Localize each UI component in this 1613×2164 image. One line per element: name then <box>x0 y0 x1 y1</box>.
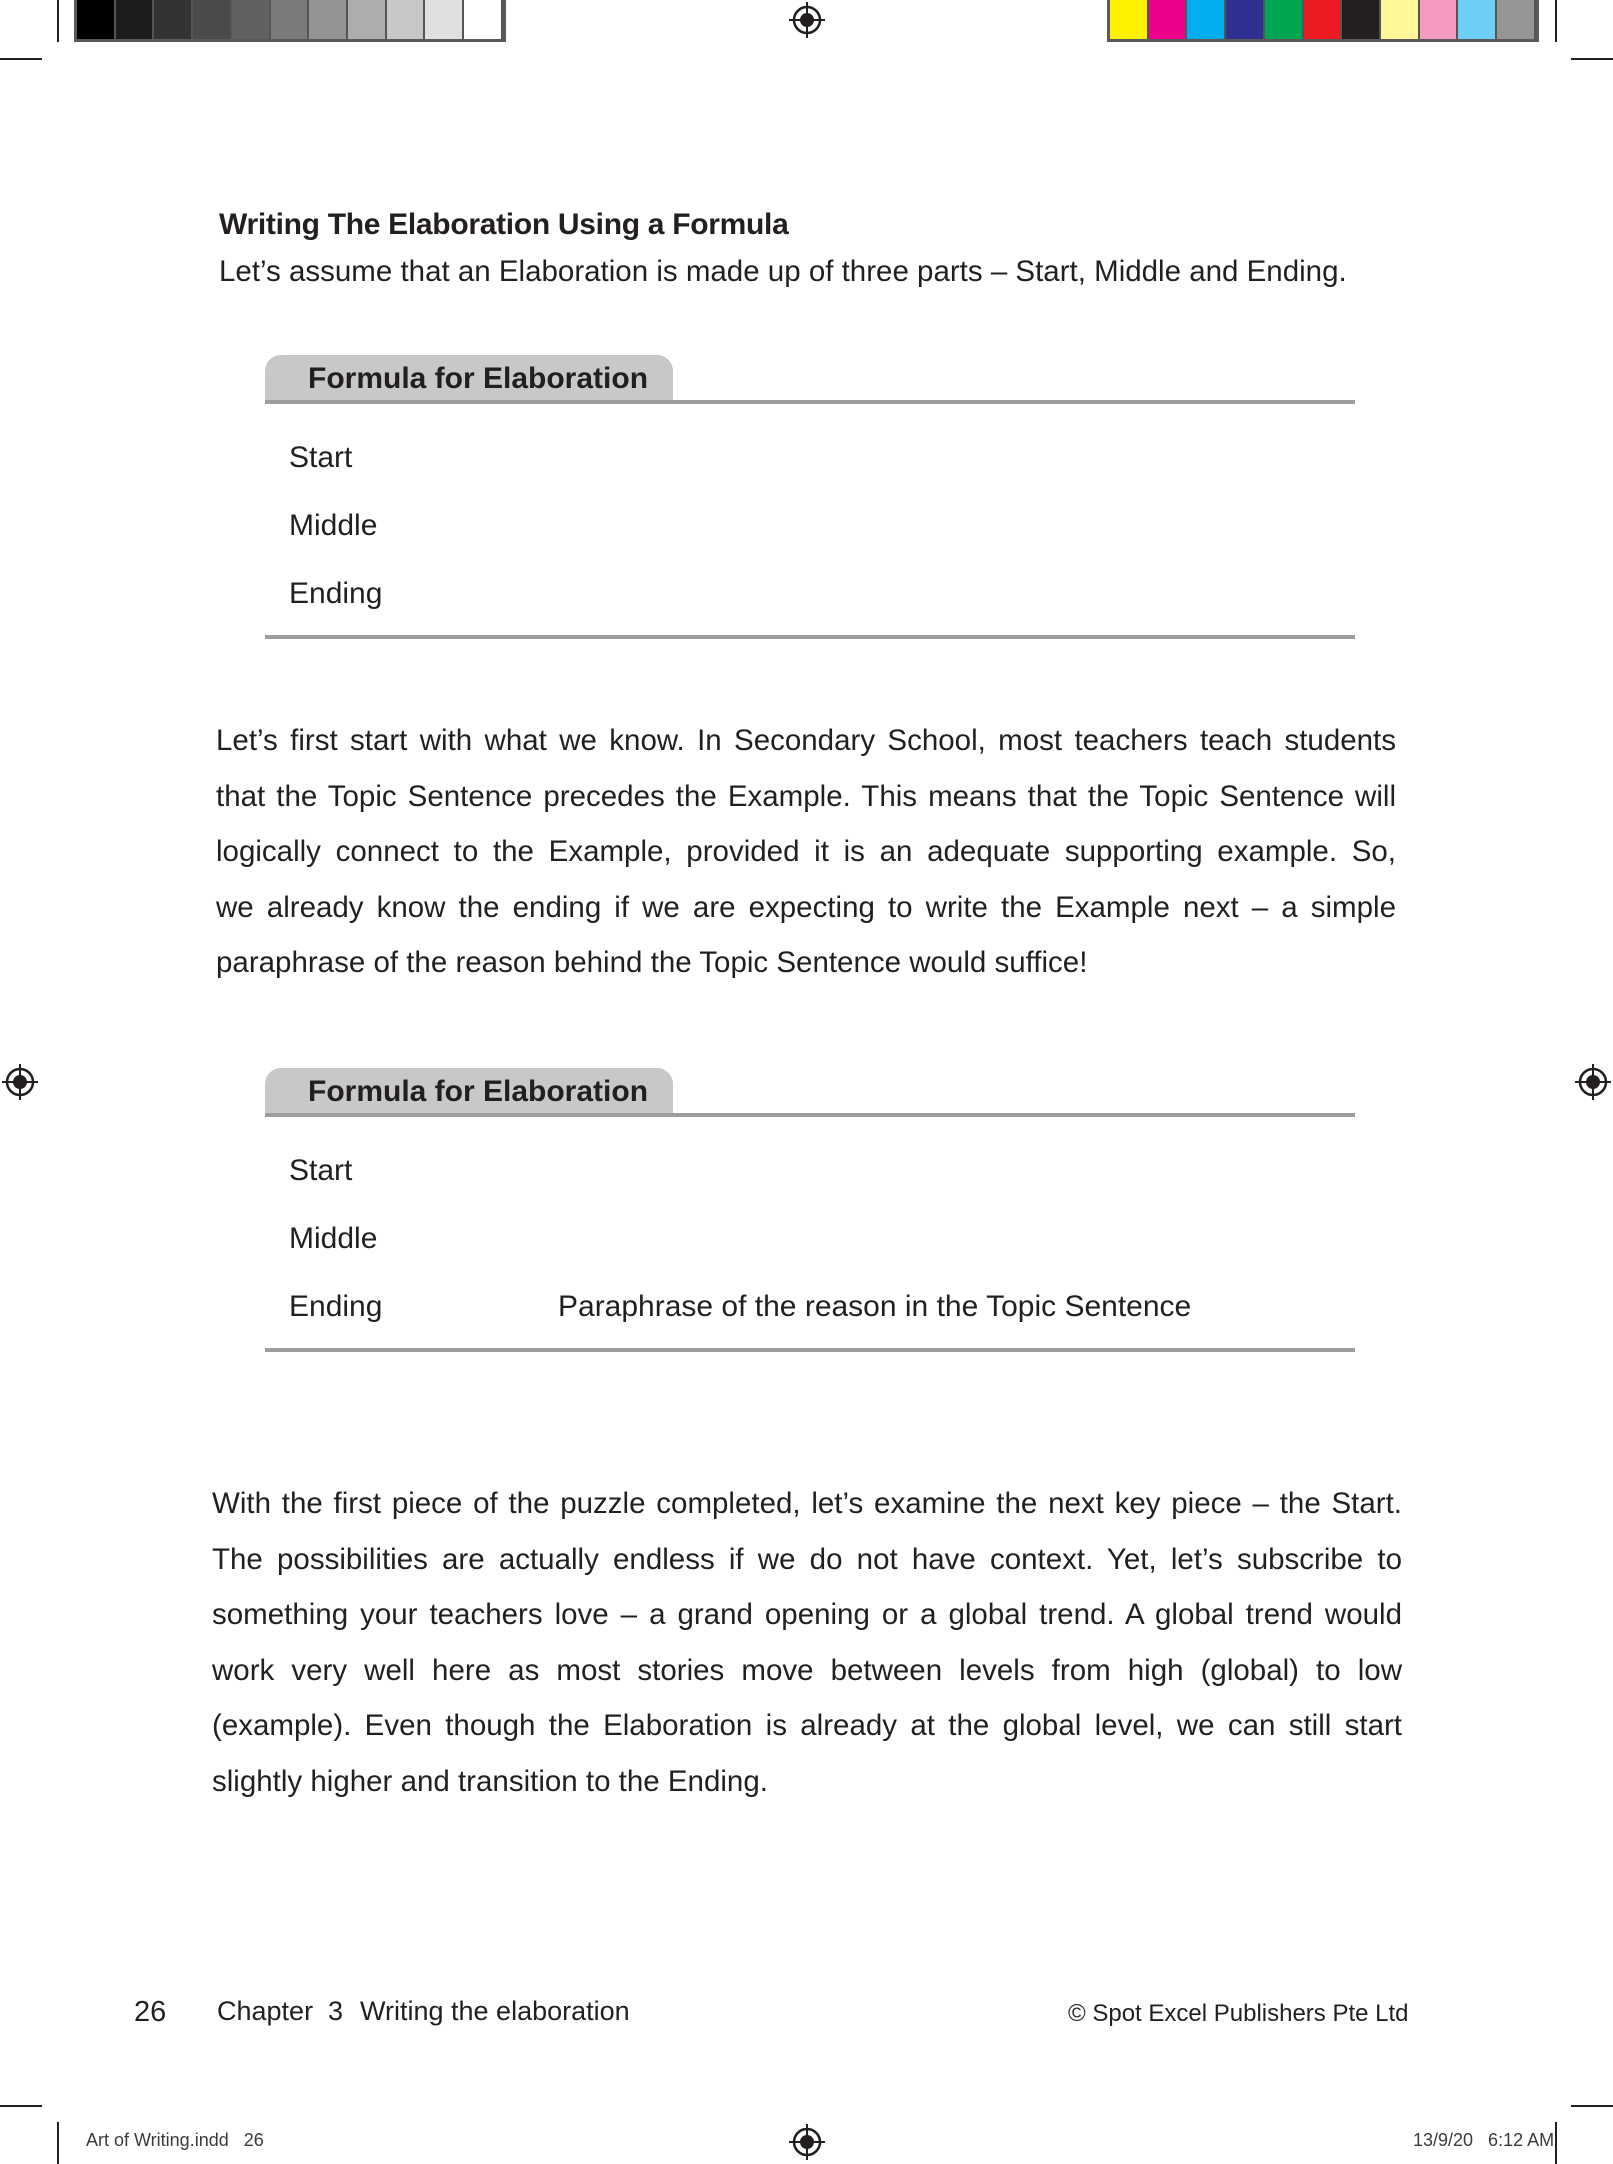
paragraph-line: Let’s first start with what we know. In Secondary School, most teachers teach students <box>216 724 1396 757</box>
grayscale-calibration-bar <box>74 0 506 42</box>
color-swatch <box>232 0 271 39</box>
paragraph-line: work very well here as most stories move between levels from high (global) to low <box>212 1653 1402 1687</box>
color-swatch <box>309 0 348 39</box>
paragraph-line: something your teachers love – a grand opening or a global trend. A global trend would <box>212 1598 1402 1632</box>
formula-box <box>265 355 1355 641</box>
color-swatch <box>1149 0 1188 39</box>
formula-row-ending: Ending <box>289 577 383 610</box>
color-swatch <box>1381 0 1420 39</box>
paragraph-line: that the Topic Sentence precedes the Example. This means that the Topic Sentence will <box>216 779 1396 813</box>
color-swatch <box>77 0 116 39</box>
paragraph <box>216 713 1396 991</box>
color-calibration-bar <box>1107 0 1539 42</box>
formula-bottom-rule <box>265 1348 1355 1352</box>
section-heading: Writing The Elaboration Using a Formula <box>219 208 789 241</box>
formula-tab <box>265 1068 673 1116</box>
color-swatch <box>271 0 310 39</box>
color-swatch <box>1265 0 1304 39</box>
crop-mark <box>1555 2122 1557 2164</box>
chapter-title: Writing the elaboration <box>360 1996 630 2026</box>
crop-mark <box>0 58 42 60</box>
section-intro: Let’s assume that an Elaboration is made up of three parts – Start, Middle and Ending. <box>219 255 1347 288</box>
color-swatch <box>1226 0 1265 39</box>
color-swatch <box>116 0 155 39</box>
paragraph-line: slightly higher and transition to the Ending. <box>212 1764 768 1798</box>
color-swatch <box>193 0 232 39</box>
color-swatch <box>1187 0 1226 39</box>
formula-top-rule <box>265 1113 1355 1117</box>
paragraph-line: paraphrase of the reason behind the Topic Sentence would suffice! <box>216 946 1088 980</box>
crop-mark <box>57 2122 59 2164</box>
color-swatch <box>348 0 387 39</box>
crop-mark <box>1571 58 1613 60</box>
paragraph-line: we already know the ending if we are expecting to write the Example next – a simple <box>216 890 1396 924</box>
formula-title: Formula for Elaboration <box>308 1075 649 1108</box>
registration-mark-icon <box>789 2124 825 2160</box>
copyright: © Spot Excel Publishers Pte Ltd <box>1068 2000 1409 2027</box>
formula-box <box>265 1068 1355 1354</box>
formula-top-rule <box>265 400 1355 404</box>
crop-mark <box>1571 2105 1613 2107</box>
crop-mark <box>57 0 59 42</box>
paragraph-line: (example). Even though the Elaboration is already at the global level, we can still start <box>212 1709 1402 1743</box>
paragraph-line: logically connect to the Example, provided it is an adequate supporting example. So, <box>216 835 1396 869</box>
color-swatch <box>1420 0 1459 39</box>
color-swatch <box>1304 0 1343 39</box>
color-swatch <box>1342 0 1381 39</box>
slug-timestamp: 13/9/20 6:12 AM <box>1413 2130 1555 2150</box>
formula-row-start: Start <box>289 441 353 474</box>
formula-ending-description: Paraphrase of the reason in the Topic Sentence <box>558 1290 1192 1323</box>
color-swatch <box>154 0 193 39</box>
chapter-label: Chapter 3 <box>217 1996 344 2026</box>
slug-file-info: Art of Writing.indd 26 <box>86 2130 264 2150</box>
color-swatch <box>1458 0 1497 39</box>
formula-row-middle: Middle <box>289 509 378 542</box>
color-swatch <box>387 0 426 39</box>
color-swatch <box>425 0 464 39</box>
crop-mark <box>1555 0 1557 42</box>
registration-mark-icon <box>789 2 825 38</box>
paragraph-line: The possibilities are actually endless if we do not have context. Yet, let’s subscribe to <box>212 1542 1402 1576</box>
color-swatch <box>1497 0 1536 39</box>
color-swatch <box>464 0 503 39</box>
formula-bottom-rule <box>265 635 1355 639</box>
paragraph <box>212 1476 1402 1810</box>
crop-mark <box>0 2105 42 2107</box>
page-number: 26 <box>134 1996 167 2028</box>
formula-row-start: Start <box>289 1154 353 1187</box>
formula-tab <box>265 355 673 403</box>
registration-mark-icon <box>2 1064 38 1100</box>
formula-row-ending: Ending <box>289 1290 383 1323</box>
paragraph-line: With the first piece of the puzzle completed, let’s examine the next key piece – the Start. <box>212 1487 1402 1520</box>
registration-mark-icon <box>1575 1064 1611 1100</box>
formula-title: Formula for Elaboration <box>308 362 649 395</box>
color-swatch <box>1110 0 1149 39</box>
formula-row-middle: Middle <box>289 1222 378 1255</box>
